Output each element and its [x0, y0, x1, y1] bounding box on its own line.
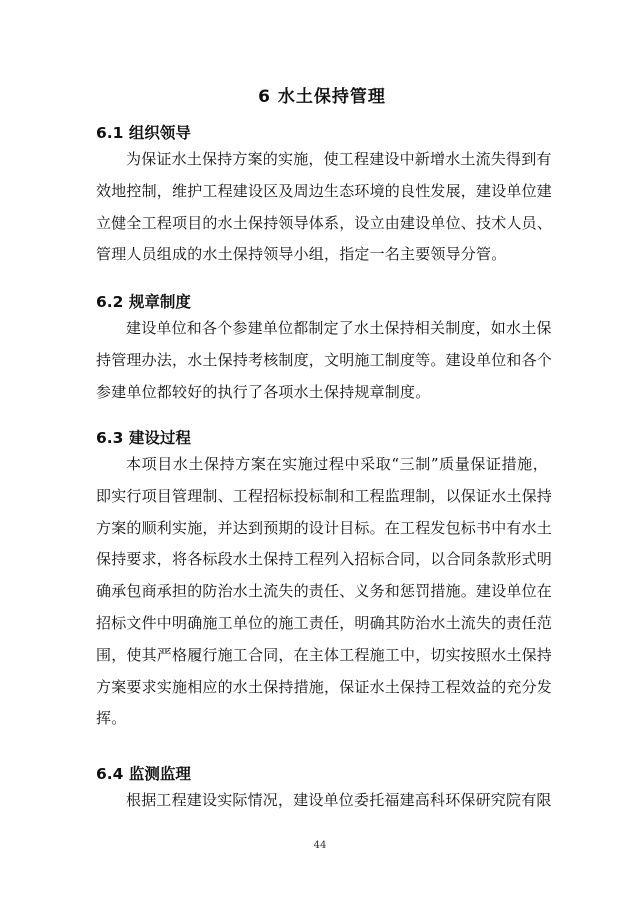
paragraph-line: 建设单位和各个参建单位都制定了水土保持相关制度，如水土保 — [126, 319, 552, 337]
section-6-1-paragraph — [96, 144, 553, 271]
paragraph-line: 为保证水土保持方案的实施，使工程建设中新增水土流失得到有 — [126, 150, 552, 168]
chapter-title: 6 水土保持管理 — [258, 87, 386, 107]
section-6-2-paragraph — [96, 313, 553, 408]
paragraph-line: 本项目水土保持方案在实施过程中采取“三制”质量保证措施， — [126, 455, 548, 473]
section-6-4-paragraph — [96, 785, 552, 817]
section-heading-6-4: 6.4 监测监理 — [96, 765, 191, 783]
paragraph-line: 方案要求实施相应的水土保持措施，保证水土保持工程效益的充分发 — [96, 677, 553, 696]
section-6-3-paragraph — [96, 449, 553, 735]
paragraph-line: 立健全工程项目的水土保持领导体系，设立由建设单位、技术人员、 — [96, 213, 553, 232]
paragraph-line: 即实行项目管理制、工程招标投标制和工程监理制，以保证水土保持 — [96, 486, 553, 505]
paragraph-line: 持管理办法，水土保持考核制度，文明施工制度等。建设单位和各个 — [96, 350, 553, 369]
page-number: 44 — [313, 840, 327, 851]
paragraph-line: 保持要求，将各标段水土保持工程列入招标合同，以合同条款形式明 — [96, 550, 553, 569]
section-heading-6-1: 6.1 组织领导 — [96, 124, 191, 142]
paragraph-line: 方案的顺利实施，并达到预期的设计目标。在工程发包标书中有水土 — [96, 518, 553, 537]
paragraph-line: 招标文件中明确施工单位的施工责任，明确其防治水土流失的责任范 — [96, 613, 553, 632]
paragraph-line: 确承包商承担的防治水土流失的责任、义务和惩罚措施。建设单位在 — [96, 582, 553, 601]
paragraph-line: 管理人员组成的水土保持领导小组，指定一名主要领导分管。 — [96, 245, 507, 264]
section-heading-6-3: 6.3 建设过程 — [96, 429, 191, 447]
paragraph-line: 效地控制，维护工程建设区及周边生态环境的良性发展，建设单位建 — [96, 181, 553, 200]
paragraph-line: 围，使其严格履行施工合同，在主体工程施工中，切实按照水土保持 — [96, 645, 553, 664]
section-heading-6-2: 6.2 规章制度 — [96, 293, 191, 311]
paragraph-line: 根据工程建设实际情况，建设单位委托福建高科环保研究院有限 — [126, 791, 552, 809]
paragraph-line: 参建单位都较好的执行了各项水土保持规章制度。 — [96, 382, 431, 401]
paragraph-line: 挥。 — [96, 709, 127, 728]
